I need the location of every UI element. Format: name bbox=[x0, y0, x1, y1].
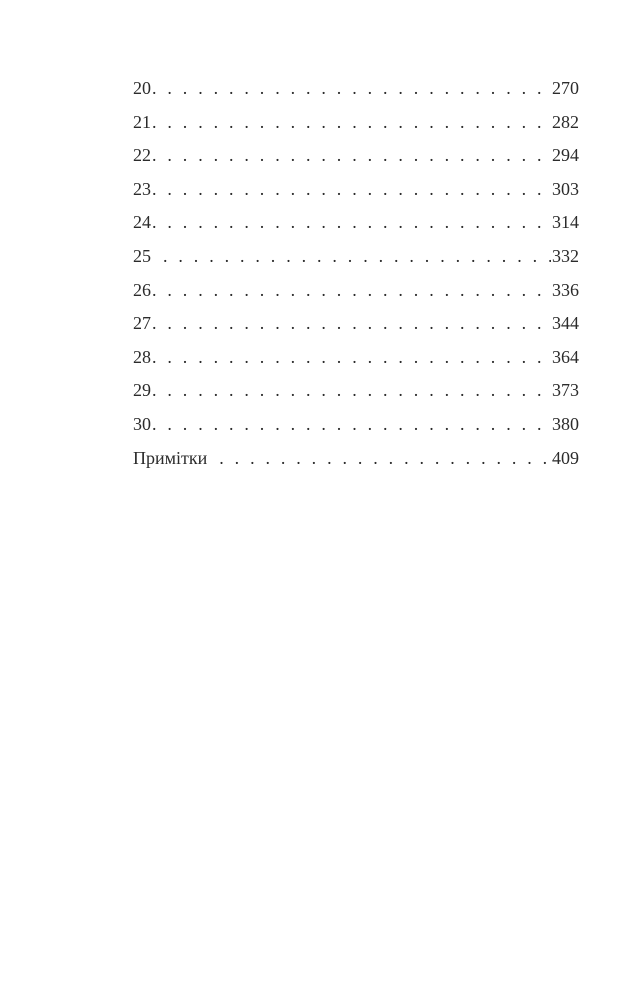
table-of-contents bbox=[133, 72, 579, 475]
toc-entry-page: 303 bbox=[552, 178, 579, 199]
toc-entry-page: 294 bbox=[552, 145, 579, 166]
toc-dot-leader bbox=[152, 106, 551, 140]
toc-entry bbox=[133, 240, 579, 274]
toc-entry-page: 409 bbox=[552, 447, 579, 468]
toc-entry-label: 26 bbox=[133, 279, 151, 300]
toc-entry-label: 29 bbox=[133, 380, 151, 401]
toc-entry-notes bbox=[133, 442, 579, 476]
toc-entry-page: 373 bbox=[552, 380, 579, 401]
toc-entry bbox=[133, 274, 579, 308]
toc-dot-leader bbox=[152, 341, 551, 375]
toc-entry-page: 344 bbox=[552, 313, 579, 334]
toc-entry bbox=[133, 408, 579, 442]
toc-entry-page: 270 bbox=[552, 78, 579, 98]
toc-entry bbox=[133, 307, 579, 341]
toc-dot-leader bbox=[152, 274, 551, 308]
toc-entry bbox=[133, 206, 579, 240]
toc-entry bbox=[133, 139, 579, 173]
toc-dot-leader bbox=[152, 374, 551, 408]
toc-entry-label: 21 bbox=[133, 111, 151, 132]
toc-entry-label: Примітки bbox=[133, 447, 208, 468]
toc-entry-label: 23 bbox=[133, 178, 151, 199]
toc-dot-leader bbox=[152, 408, 551, 442]
toc-entry-label: 24 bbox=[133, 212, 151, 233]
toc-entry-page: 282 bbox=[552, 111, 579, 132]
toc-entry-page: 336 bbox=[552, 279, 579, 300]
toc-dot-leader bbox=[152, 206, 551, 240]
toc-dot-leader bbox=[163, 240, 551, 274]
toc-entry-page: 380 bbox=[552, 413, 579, 434]
toc-entry bbox=[133, 173, 579, 207]
toc-entry-page: 332 bbox=[552, 245, 579, 266]
toc-entry-label: 28 bbox=[133, 346, 151, 367]
toc-dot-leader bbox=[152, 173, 551, 207]
toc-dot-leader bbox=[152, 139, 551, 173]
toc-entry-label: 22 bbox=[133, 145, 151, 166]
toc-dot-leader bbox=[219, 442, 551, 476]
toc-entry bbox=[133, 341, 579, 375]
toc-entry-label: 27 bbox=[133, 313, 151, 334]
toc-entry-label: 30 bbox=[133, 413, 151, 434]
toc-entry bbox=[133, 72, 579, 106]
toc-dot-leader bbox=[152, 307, 551, 341]
toc-dot-leader bbox=[152, 72, 551, 106]
toc-entry-label: 25 bbox=[133, 245, 151, 266]
toc-entry-page: 364 bbox=[552, 346, 579, 367]
toc-entry bbox=[133, 374, 579, 408]
toc-entry-label: 20 bbox=[133, 78, 151, 98]
toc-entry-page: 314 bbox=[552, 212, 579, 233]
toc-entry bbox=[133, 106, 579, 140]
